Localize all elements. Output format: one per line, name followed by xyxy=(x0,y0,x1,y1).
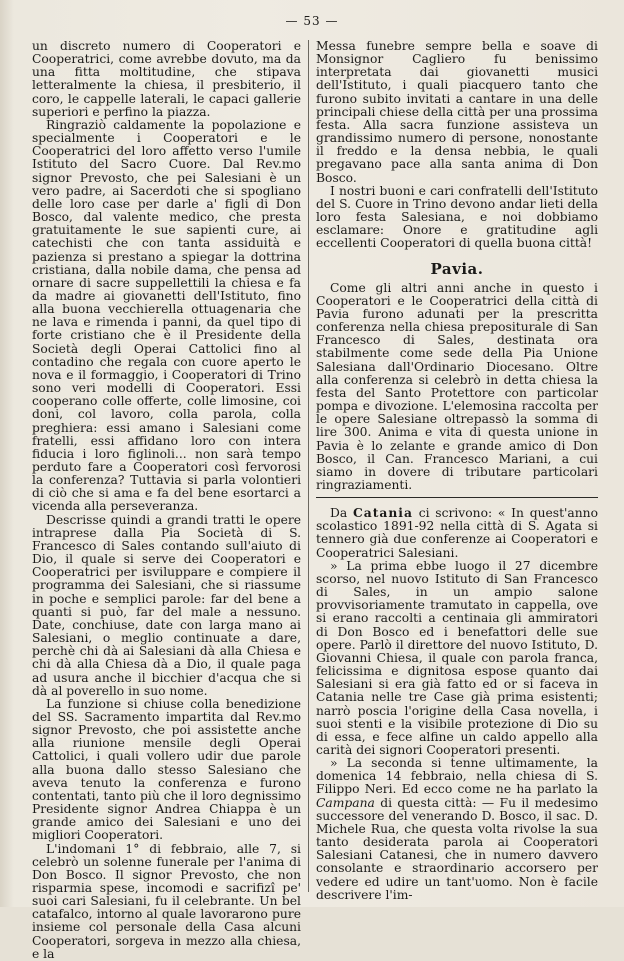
paragraph: Come gli altri anni anche in questo i Cooperatori e le Cooperatrici della città di Pavia furono adunati per la prescritta conferenza nella chiesa prepositurale di San Francesco di Sales, destinata ora stabilmente come sede della Pia Unione Salesiana dall'Ordinario Diocesano. Oltre alla conferenza si celebrò in detta chiesa la festa del Santo Protettore con particolar pompa e divozione. L'elemosina raccolta per le opere Salesiane oltrepassò la somma di lire 300. Anima e vita di questa unione in Pavia è lo zelante e grande amico di Don Bosco, il Can. Francesco Mariani, a cui siamo in dovere di tributare particolari ringraziamenti. xyxy=(316,280,598,492)
paragraph: La funzione si chiuse colla benedizione del SS. Sacramento impartita dal Rev.mo signor Prevosto, che poi assistette anche alla riunione mensile degli Operai Cattolici, i quali vollero udir due parole alla buona dallo stesso Salesiano che aveva tenuto la conferenza e furono contentati, tanto più che il loro degnissimo Presidente signor Andrea Chiappa è un grande amico dei Salesiani e uno dei migliori Cooperatori. xyxy=(32,696,301,843)
catania-last-a: » La seconda si tenne ultimamente, la domenica 14 febbraio, nella chiesa di S. Filippo Neri. Ed ecco come ne ha parlato la xyxy=(316,756,598,797)
paragraph: I nostri buoni e cari confratelli dell'Istituto del S. Cuore in Trino devono andar lieti della loro festa Salesiana, e noi dobbiamo esclamare: Onore e gratitudine agli eccellenti Cooperatori di quella buona città! xyxy=(316,183,598,251)
catania-lead: Da xyxy=(330,506,348,521)
left-column xyxy=(32,40,301,961)
paragraph: Descrisse quindi a grandi tratti le opere intraprese dalla Pia Società di S. Francesco di Sales contando sull'aiuto di Dio, il quale si serve dei Cooperatori e Cooperatrici per isviluppare e compiere il programma dei Salesiani, che si riassume in poche e semplici parole: far del bene a quanti si può, far del male a nessuno. Date, conchiuse, date con larga mano ai Salesiani, o meglio continuate a dare, perchè chi dà ai Salesiani dà alla Chiesa e chi dà alla Chiesa dà a Dio, il quale paga ad usura anche il bicchier d'acqua che si dà al poverello in suo nome. xyxy=(32,512,301,698)
section-rule xyxy=(316,497,598,498)
place-name-catania: Catania xyxy=(352,505,413,521)
catania-last-b: di questa città: — Fu il medesimo successore del venerando D. Bosco, il sac. D. Michele Rua, che questa volta rivolse la sua tanto desiderata parola ai Cooperatori Salesiani Catanesi, che in numero davvero consolante e straordinario accorsero per vedere ed udire un tant'uomo. Non è facile descrivere l'im- xyxy=(316,795,598,902)
paragraph: Ringraziò caldamente la popolazione e specialmente i Cooperatori e le Cooperatrici del loro affetto verso l'umile Istituto del Sacro Cuore. Dal Rev.mo signor Prevosto, che pei Salesiani è un vero padre, ai Sacerdoti che si spogliano delle loro case per darle a' figli di Don Bosco, dal valente medico, che presta gratuitamente le sue sapienti cure, ai catechisti che con tanta assiduità e pazienza si prestano a spiegar la dottrina cristiana, dalla nobile dama, che pensa ad ornare di sacre suppellettili la chiesa e fa da madre ai giovanetti dell'Istituto, fino alla buona vecchierella ottuagenaria che ne lava e rimenda i panni, da quel tipo di forte cristiano che è il Presidente della Società degli Operai Cattolici fino al contadino che regala con cuore aperto le nova e il formaggio, i Cooperatori di Trino sono veri modelli di Cooperatori. Essi cooperano colle offerte, colle limosine, coi doni, col lavoro, colla parola, colla preghiera: essi amano i Salesiani come fratelli, essi affidano loro con intera fiducia i loro figlinoli... non sarà tempo perduto fare a Cooperatori così fervorosi la conferenza? Tuttavia si parla volontieri di ciò che si ama e fa del bene esortarci a vicenda alla perseveranza. xyxy=(32,117,301,514)
section-title-pavia: Pavia. xyxy=(430,259,484,278)
page-number: — 53 — xyxy=(285,14,339,28)
paragraph xyxy=(316,757,598,902)
newspaper-name: Campana xyxy=(316,795,375,810)
paragraph: Messa funebre sempre bella e soave di Monsignor Cagliero fu benissimo interpretata dai giovanetti musici dell'Istituto, i quali piacquero tanto che furono subito invitati a cantare in una delle principali chiese della città per una prossima festa. Alla sacra funzione assisteva un grandissimo numero di persone, nonostante il freddo e la densa nebbia, le quali pregavano pace alla santa anima di Don Bosco. xyxy=(316,39,598,185)
column-divider xyxy=(308,40,309,892)
paragraph xyxy=(316,506,598,560)
paragraph: un discreto numero di Cooperatori e Cooperatrici, come avrebbe dovuto, ma da una fitta moltitudine, che stipava letteralmente la chiesa, il presbiterio, il coro, le cappelle laterali, le capaci gallerie superiori e perfino la piazza. xyxy=(32,39,301,119)
paragraph: » La prima ebbe luogo il 27 dicembre scorso, nel nuovo Istituto di San Francesco di Sales, in un ampio salone provvisoriamente tramutato in cappella, ove si erano raccolti a centinaia gli ammiratori di Don Bosco ed i benefattori delle sue opere. Parlò il direttore del nuovo Istituto, D. Giovanni Chiesa, il quale con parola franca, felicissima e dignitosa espose quanto dai Salesiani si era già fatto ed or si faceva in Catania nelle tre Case già prima esistenti; narrò poscia l'origine della Casa novella, i suoi stenti e la visibile protezione di Dio su di essa, e fece alfine un caldo appello alla carità dei signori Cooperatori presenti. xyxy=(316,558,598,757)
catania-first-text: ci scrivono: « In quest'anno scolastico 1891-92 nella città di S. Agata si tennero già due conferenze ai Cooperatori e Cooperatrici Salesiani. xyxy=(316,506,598,560)
right-column xyxy=(316,40,598,902)
paragraph: L'indomani 1° di febbraio, alle 7, si celebrò un solenne funerale per l'anima di Don Bosco. Il signor Prevosto, che non risparmia spese, incomodi e sacrifizî pe' suoi cari Salesiani, fu il celebrante. Un bel catafalco, intorno al quale lavorarono pure insieme col personale della Casa alcuni Cooperatori, sorgeva in mezzo alla chiesa, e la xyxy=(32,841,301,961)
